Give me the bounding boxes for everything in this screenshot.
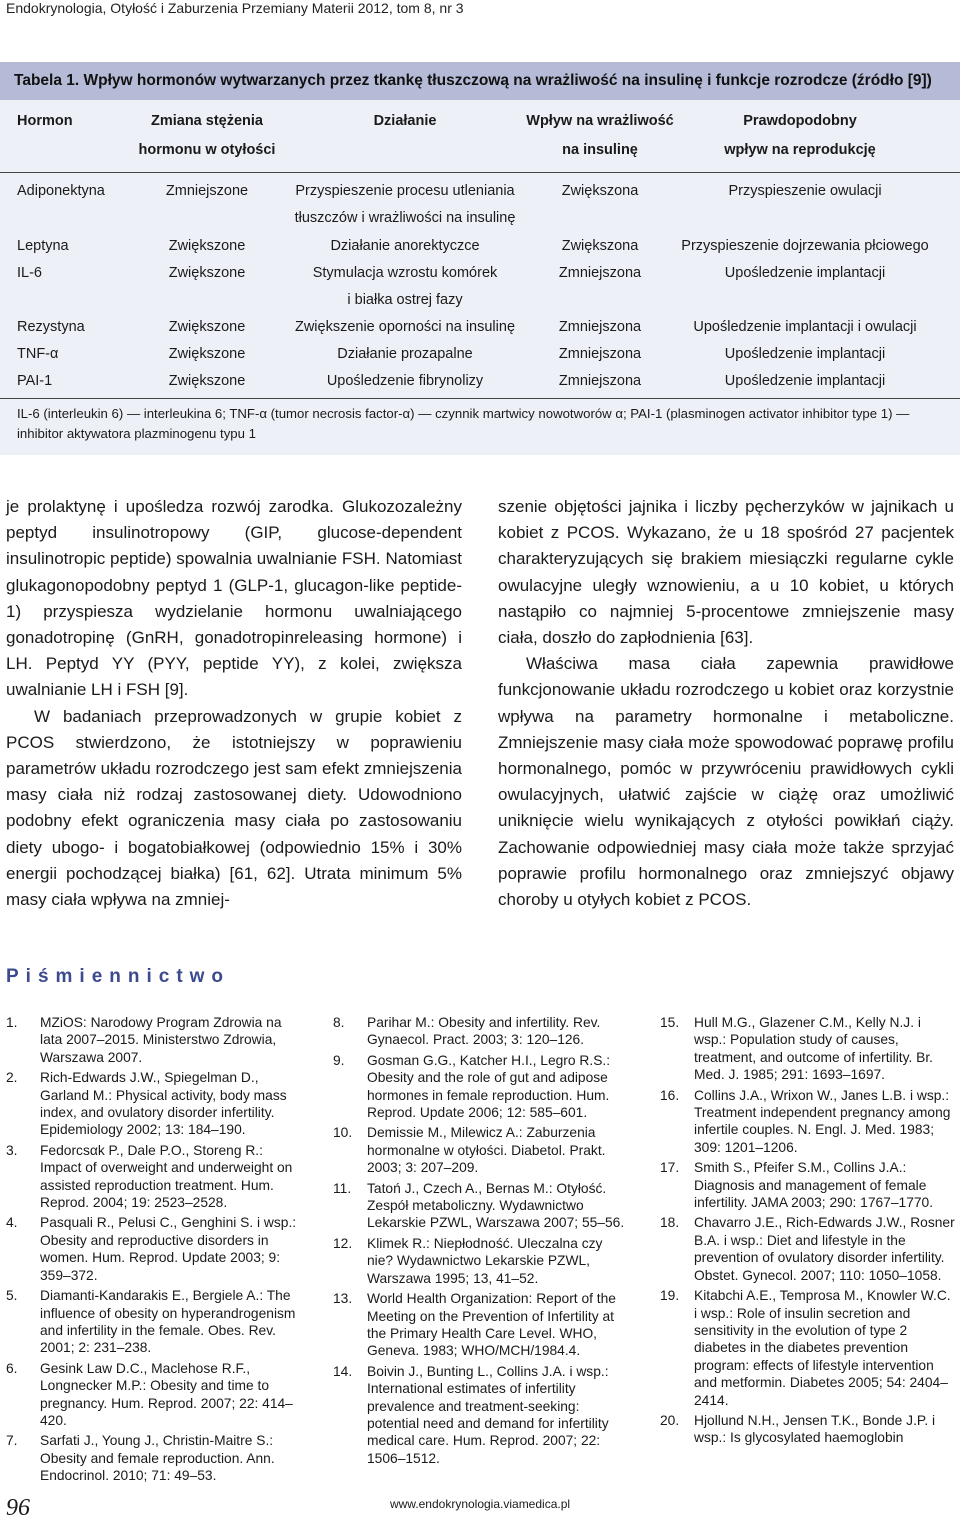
reference-item [6,1287,300,1357]
reference-number: 4. [6,1215,18,1231]
reference-number: 18. [660,1215,680,1231]
reference-text: Rich-Edwards J.W., Spiegelman D., Garland M.: Physical activity, body mass index, and ovulatory disorder infertility. Epidemiology 2002; 13: 184–190. [40,1070,287,1138]
cell-change: Zmniejszone [165,183,249,199]
reference-item [6,1360,300,1430]
cell-hormone: IL-6 [17,265,42,281]
reference-number: 13. [333,1291,353,1307]
header-hormone: Hormon [17,113,73,129]
header-change-2: hormonu w otyłości [138,142,276,158]
cell-sensitivity: Zmniejszona [558,346,642,362]
table-1 [0,62,960,455]
cell-reproduction: Przyspieszenie owulacji [728,183,882,199]
cell-reproduction: Upośledzenie implantacji [724,265,886,281]
cell-change: Zwiększone [168,373,246,389]
body-column-left [6,494,462,913]
reference-text: Sarfati J., Young J., Christin-Maitre S.: Obesity and female reproduction. Ann. Endocrinol. 2010; 71: 49–53. [40,1433,275,1484]
reference-item [333,1235,628,1287]
page-number: 96 [6,1495,30,1521]
reference-item [660,1287,956,1409]
cell-hormone: Rezystyna [17,319,85,335]
cell-change: Zwiększone [168,265,246,281]
journal-header: Endokrynologia, Otyłość i Zaburzenia Przemiany Materii 2012, tom 8, nr 3 [6,0,464,16]
references-column-3 [660,1014,956,1450]
cell-action: Działanie prozapalne [337,346,473,362]
reference-number: 15. [660,1015,680,1030]
cell-sensitivity: Zmniejszona [558,265,642,281]
reference-item [333,1290,628,1360]
cell-sensitivity: Zmniejszona [558,319,642,335]
cell-action: Zwiększenie oporności na insulinę [294,319,516,335]
cell-reproduction: Przyspieszenie dojrzewania płciowego [681,238,929,254]
reference-item [333,1052,628,1122]
cell-action: Stymulacja wzrostu komórek [312,265,498,281]
reference-text: Hjollund N.H., Jensen T.K., Bonde J.P. i wsp.: Is glycosylated haemoglobin [694,1412,936,1446]
reference-text: World Health Organization: Report of the Meeting on the Prevention of Infertility at the Primary Health Care Level. WHO, Geneva. 1983; WHO/MCH/1984.4. [367,1291,616,1359]
reference-text: Collins J.A., Wrixon W., Janes L.B. i wsp.: Treatment independent pregnancy among infertile couples. N. Engl. J. Med. 1983; 309: 1201–1206. [694,1087,951,1155]
header-change: Zmiana stężenia [150,113,263,129]
reference-text: Gosman G.G., Katcher H.I., Legro R.S.: Obesity and the role of gut and adipose hormones in female reproduction. Hum. Reprod. Update 2006; 12: 585–601. [367,1052,611,1121]
cell-action-line2: tłuszczów i wrażliwości na insulinę [294,210,516,226]
header-sensitivity-2: na insulinę [562,142,638,158]
reference-number: 8. [333,1015,345,1030]
reference-text: MZiOS: Narodowy Program Zdrowia na lata 2007–2015. Ministerstwo Zdrowia, Warszawa 2007. [40,1015,282,1065]
reference-text: Hull M.G., Glazener C.M., Kelly N.J. i wsp.: Population study of causes, treatment, and outcome of infertility. Br. Med. J. 1985; 291: 1693–1697. [694,1015,933,1083]
reference-item [333,1014,628,1049]
reference-number: 16. [660,1087,680,1103]
cell-change: Zwiększone [168,346,246,362]
body-column-right [498,494,954,913]
cell-action: Przyspieszenie procesu utleniania [295,183,515,199]
reference-item [6,1142,300,1212]
reference-text: Klimek R.: Niepłodność. Uleczalna czy nie? Wydawnictwo Lekarskie PZWL, Warszawa 1995; 13, 41–52. [367,1235,603,1286]
cell-action: Upośledzenie fibrynolizy [326,373,484,389]
cell-sensitivity: Zmniejszona [558,373,642,389]
reference-item [6,1214,300,1284]
reference-number: 6. [6,1360,18,1376]
header-sensitivity: Wpływ na wrażliwość [526,113,674,129]
reference-item [660,1014,956,1084]
reference-number: 3. [6,1142,18,1158]
table-header-divider [0,172,960,173]
references-column-1 [6,1014,300,1488]
reference-text: Diamanti-Kandarakis E., Bergiele A.: The influence of obesity on hyperandrogenism and infertility in the female. Obes. Rev. 2001; 2: 231–238. [40,1288,296,1356]
reference-item [6,1014,300,1066]
reference-number: 2. [6,1070,18,1086]
reference-number: 10. [333,1125,353,1141]
reference-item [660,1214,956,1284]
cell-reproduction: Upośledzenie implantacji [724,346,886,362]
reference-item [660,1412,956,1447]
references-title: Piśmiennictwo [6,966,231,987]
website-footer: www.endokrynologia.viamedica.pl [389,1497,571,1511]
reference-text: Boivin J., Bunting L., Collins J.A. i wsp.: International estimates of infertility prevalence and treatment-seeking: potential need and demand for infertility medical care. Hum. Reprod. 2007; 22: 1506–1512. [367,1363,609,1466]
reference-item [6,1432,300,1484]
reference-number: 5. [6,1288,18,1304]
reference-number: 11. [333,1180,352,1196]
reference-text: Tatoń J., Czech A., Bernas M.: Otyłość. Zespół metaboliczny. Wydawnictwo Lekarskie PZWL, Warszawa 2007; 55–56. [367,1180,625,1231]
cell-hormone: PAI-1 [17,373,53,389]
reference-item [333,1180,628,1232]
cell-action: Działanie anorektyczce [330,238,480,254]
reference-text: Kitabchi A.E., Temprosa M., Knowler W.C. i wsp.: Role of insulin secretion and sensitivity in the evolution of type 2 diabetes in the diabetes prevention program: effects of lifestyle intervention and metformin. Diabetes 2005; 54: 2404–2414. [694,1288,951,1408]
body-paragraph: Właściwa masa ciała zapewnia prawidłowe funkcjonowanie układu rozrodczego u kobiet oraz korzystnie wpływa na parametry hormonalne i metaboliczne. Zmniejszenie masy ciała może spowodować poprawę profilu hormonalnego, pomóc w przywróceniu prawidłowych cykli owulacyjnych, ułatwić zajście w ciążę oraz umożliwić uniknięcie wielu wynikających z otyłości powikłań ciąży. Zachowanie odpowiedniej masy ciała może także sprzyjać poprawie profilu hormonalnego oraz zmniejszyć objawy choroby u otyłych kobiet z PCOS. [498,654,954,910]
cell-change: Zwiększone [168,238,246,254]
cell-sensitivity: Zwiększona [561,238,639,254]
reference-item [333,1124,628,1176]
body-paragraph: szenie objętości jajnika i liczby pęcherzyków w jajnikach u kobiet z PCOS. Wykazano, że u 18 spośród 27 pacjentek charakteryzujących się brakiem miesiączki regularne cykle owulacyjne uległy wznowieniu, a u 10 kobiet, u których nastąpiło co najmniej 5-procentowe zmniejszenie masy ciała, doszło do zapłodnienia [63]. [498,497,954,648]
reference-item [660,1087,956,1157]
cell-sensitivity: Zwiększona [561,183,639,199]
reference-number: 20. [660,1412,680,1428]
table-title: Tabela 1. Wpływ hormonów wytwarzanych przez tkankę tłuszczową na wrażliwość na insulinę i funkcje rozrodcze (źródło [9]) [0,62,960,100]
cell-change: Zwiększone [168,319,246,335]
cell-hormone: TNF-α [17,346,59,362]
reference-text: Chavarro J.E., Rich-Edwards J.W., Rosner B.A. i wsp.: Diet and lifestyle in the prevention of ovulatory disorder infertility. Obstet. Gynecol. 2007; 110: 1050–1058. [694,1215,955,1283]
cell-hormone: Adiponektyna [17,183,105,199]
reference-number: 17. [660,1160,680,1176]
reference-number: 9. [333,1052,345,1068]
cell-reproduction: Upośledzenie implantacji [724,373,886,389]
references-column-2 [333,1014,628,1470]
reference-text: Pasquali R., Pelusi C., Genghini S. i wsp.: Obesity and reproductive disorders in women. Hum. Reprod. Update 2003; 9: 359–372. [40,1215,297,1283]
header-action: Działanie [373,113,437,129]
header-reproduction-2: wpływ na reprodukcję [724,142,876,158]
body-paragraph: je prolaktynę i upośledza rozwój zarodka. Glukozozależny peptyd insulinotropowy (GIP, glucose-dependent insulinotropic peptide) spowalnia uwalnianie FSH. Natomiast glukagonopodobny peptyd 1 (GLP-1, glucagon-like peptide-1) przyspiesza wydzielanie hormonu uwalniającego gonadotropinę (GnRH, gonadotropinreleasing hormone) i LH. Peptyd YY (PYY, peptide YY), z kolei, zwiększa uwalnianie LH i FSH [9]. [6,497,462,700]
table-header [0,100,960,170]
table-body-divider [0,398,960,399]
reference-number: 12. [333,1235,353,1251]
reference-text: Parihar M.: Obesity and infertility. Rev. Gynaecol. Pract. 2003; 3: 120–126. [367,1015,601,1048]
reference-item [6,1069,300,1139]
reference-text: Demissie M., Milewicz A.: Zaburzenia hormonalne w otyłości. Diabetol. Prakt. 2003; 3: 207–209. [367,1125,606,1176]
reference-text: Fedorcsαk P., Dale P.O., Storeng R.: Impact of overweight and underweight on assisted reproduction treatment. Hum. Reprod. 2004; 19: 2523–2528. [40,1142,293,1211]
header-reproduction: Prawdopodobny [743,113,857,129]
reference-text: Smith S., Pfeifer S.M., Collins J.A.: Diagnosis and management of female infertility. JAMA 2003; 290: 1767–1770. [694,1160,934,1211]
reference-number: 19. [660,1288,680,1304]
reference-item [333,1363,628,1467]
body-paragraph: W badaniach przeprowadzonych w grupie kobiet z PCOS stwierdzono, że istotniejszy w poprawieniu parametrów układu rozrodczego jest sam efekt zmniejszenia masy ciała niż rodzaj zastosowanej diety. Udowodniono podobny efekt ograniczenia masy ciała po zastosowaniu diety ubogo- i bogatobiałkowej (odpowiednio 15% i 30% energii pochodzącej białka) [61, 62]. Utrata minimum 5% masy ciała wpływa na zmniej- [6,706,462,910]
cell-hormone: Leptyna [17,238,69,254]
table-footnote: IL-6 (interleukin 6) — interleukina 6; TNF-α (tumor necrosis factor-α) — czynnik martwicy nowotworów α; PAI-1 (plasminogen activator inhibitor type 1) — inhibitor aktywatora plazminogenu typu 1 [17,406,910,441]
cell-reproduction: Upośledzenie implantacji i owulacji [693,319,917,335]
reference-number: 14. [333,1363,353,1379]
reference-item [660,1159,956,1211]
reference-number: 7. [6,1433,18,1449]
reference-text: Gesink Law D.C., Maclehose R.F., Longnecker M.P.: Obesity and time to pregnancy. Hum. Reprod. 2007; 22: 414–420. [40,1360,293,1428]
reference-number: 1. [6,1015,18,1030]
cell-action-line2: i białka ostrej fazy [347,292,463,308]
